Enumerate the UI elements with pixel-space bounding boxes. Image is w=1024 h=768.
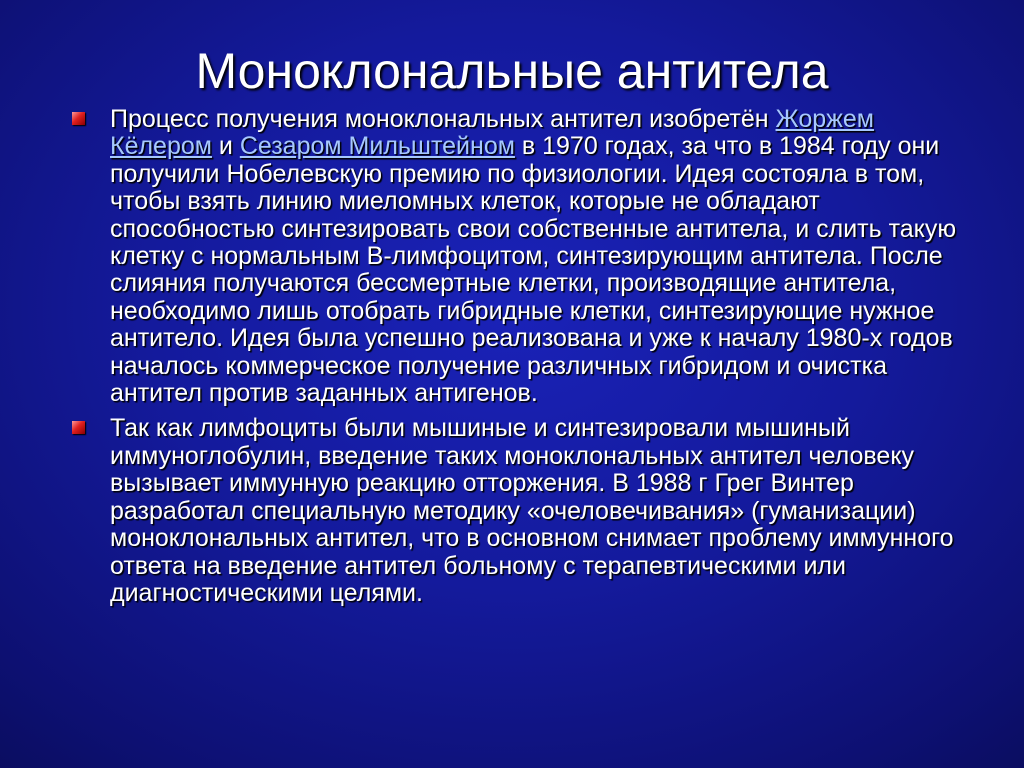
slide-title: Моноклональные антитела — [195, 43, 829, 99]
link-cesar-milstein[interactable]: Сезаром Мильштейном — [239, 132, 515, 161]
bullet-item-2 — [72, 415, 972, 607]
bullet-1-text-start: Процесс получения моноклональных антител изобретён — [110, 105, 776, 133]
bullet-2-text: Так как лимфоциты были мышиные и синтезировали мышиный иммуноглобулин, введение таких моноклональных антител человеку вызывает иммунную реакцию отторжения. В 1988 г Грег Винтер разработал специальную методику «очеловечивания» (гуманизации) моноклональных антител, что в основном снимает проблему иммунного ответа на введение антител больному с терапевтическими или диагностическими целями. — [110, 414, 954, 607]
bullet-1-text-conjunction: и — [211, 132, 240, 161]
bullet-item-1 — [72, 106, 972, 407]
red-square-bullet-icon — [72, 112, 85, 125]
red-square-bullet-icon — [72, 421, 85, 434]
bullet-1-text-rest: в 1970 годах, за что в 1984 году они получили Нобелевскую премию по физиологии. Идея состояла в том, чтобы взять линию миеломных клеток, которые не обладают способностью синтезировать свои собственные антитела, и слить такую клетку с нормальным В-лимфоцитом, синтезирующим антитела. После слияния получаются бессмертные клетки, производящие антитела, необходимо лишь отобрать гибридные клетки, синтезирующие нужное антитело. Идея была успешно реализована и уже к началу 1980-х годов началось коммерческое получение различных гибридом и очистка антител против заданных антигенов. — [110, 132, 957, 408]
link-georges-kohler[interactable]: Жоржем Кёлером — [110, 105, 874, 161]
bullet-list — [72, 106, 972, 615]
